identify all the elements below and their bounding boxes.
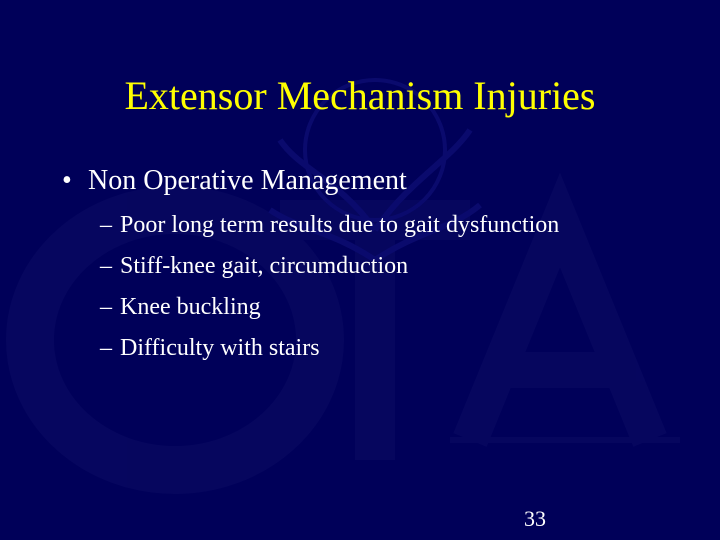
sub-bullet-item	[100, 246, 559, 287]
sub-bullet-item	[100, 328, 559, 369]
sub-bullet-item	[100, 205, 559, 246]
sub-bullet-text: Poor long term results due to gait dysfunction	[120, 212, 560, 238]
sub-bullet-marker: –	[100, 294, 112, 320]
sub-bullet-item	[100, 287, 559, 328]
sub-bullet-text: Stiff-knee gait, circumduction	[120, 253, 409, 279]
slide-title: Extensor Mechanism Injuries	[124, 73, 596, 118]
bullet-marker: •	[62, 165, 72, 196]
sub-bullet-marker: –	[100, 335, 112, 361]
page-number: 33	[524, 506, 546, 531]
sub-bullet-text: Knee buckling	[120, 294, 261, 320]
sub-bullet-list	[100, 205, 559, 369]
sub-bullet-marker: –	[100, 212, 112, 238]
bullet-item	[62, 164, 407, 198]
bullet-text: Non Operative Management	[88, 165, 407, 196]
sub-bullet-marker: –	[100, 253, 112, 279]
sub-bullet-text: Difficulty with stairs	[120, 335, 320, 361]
